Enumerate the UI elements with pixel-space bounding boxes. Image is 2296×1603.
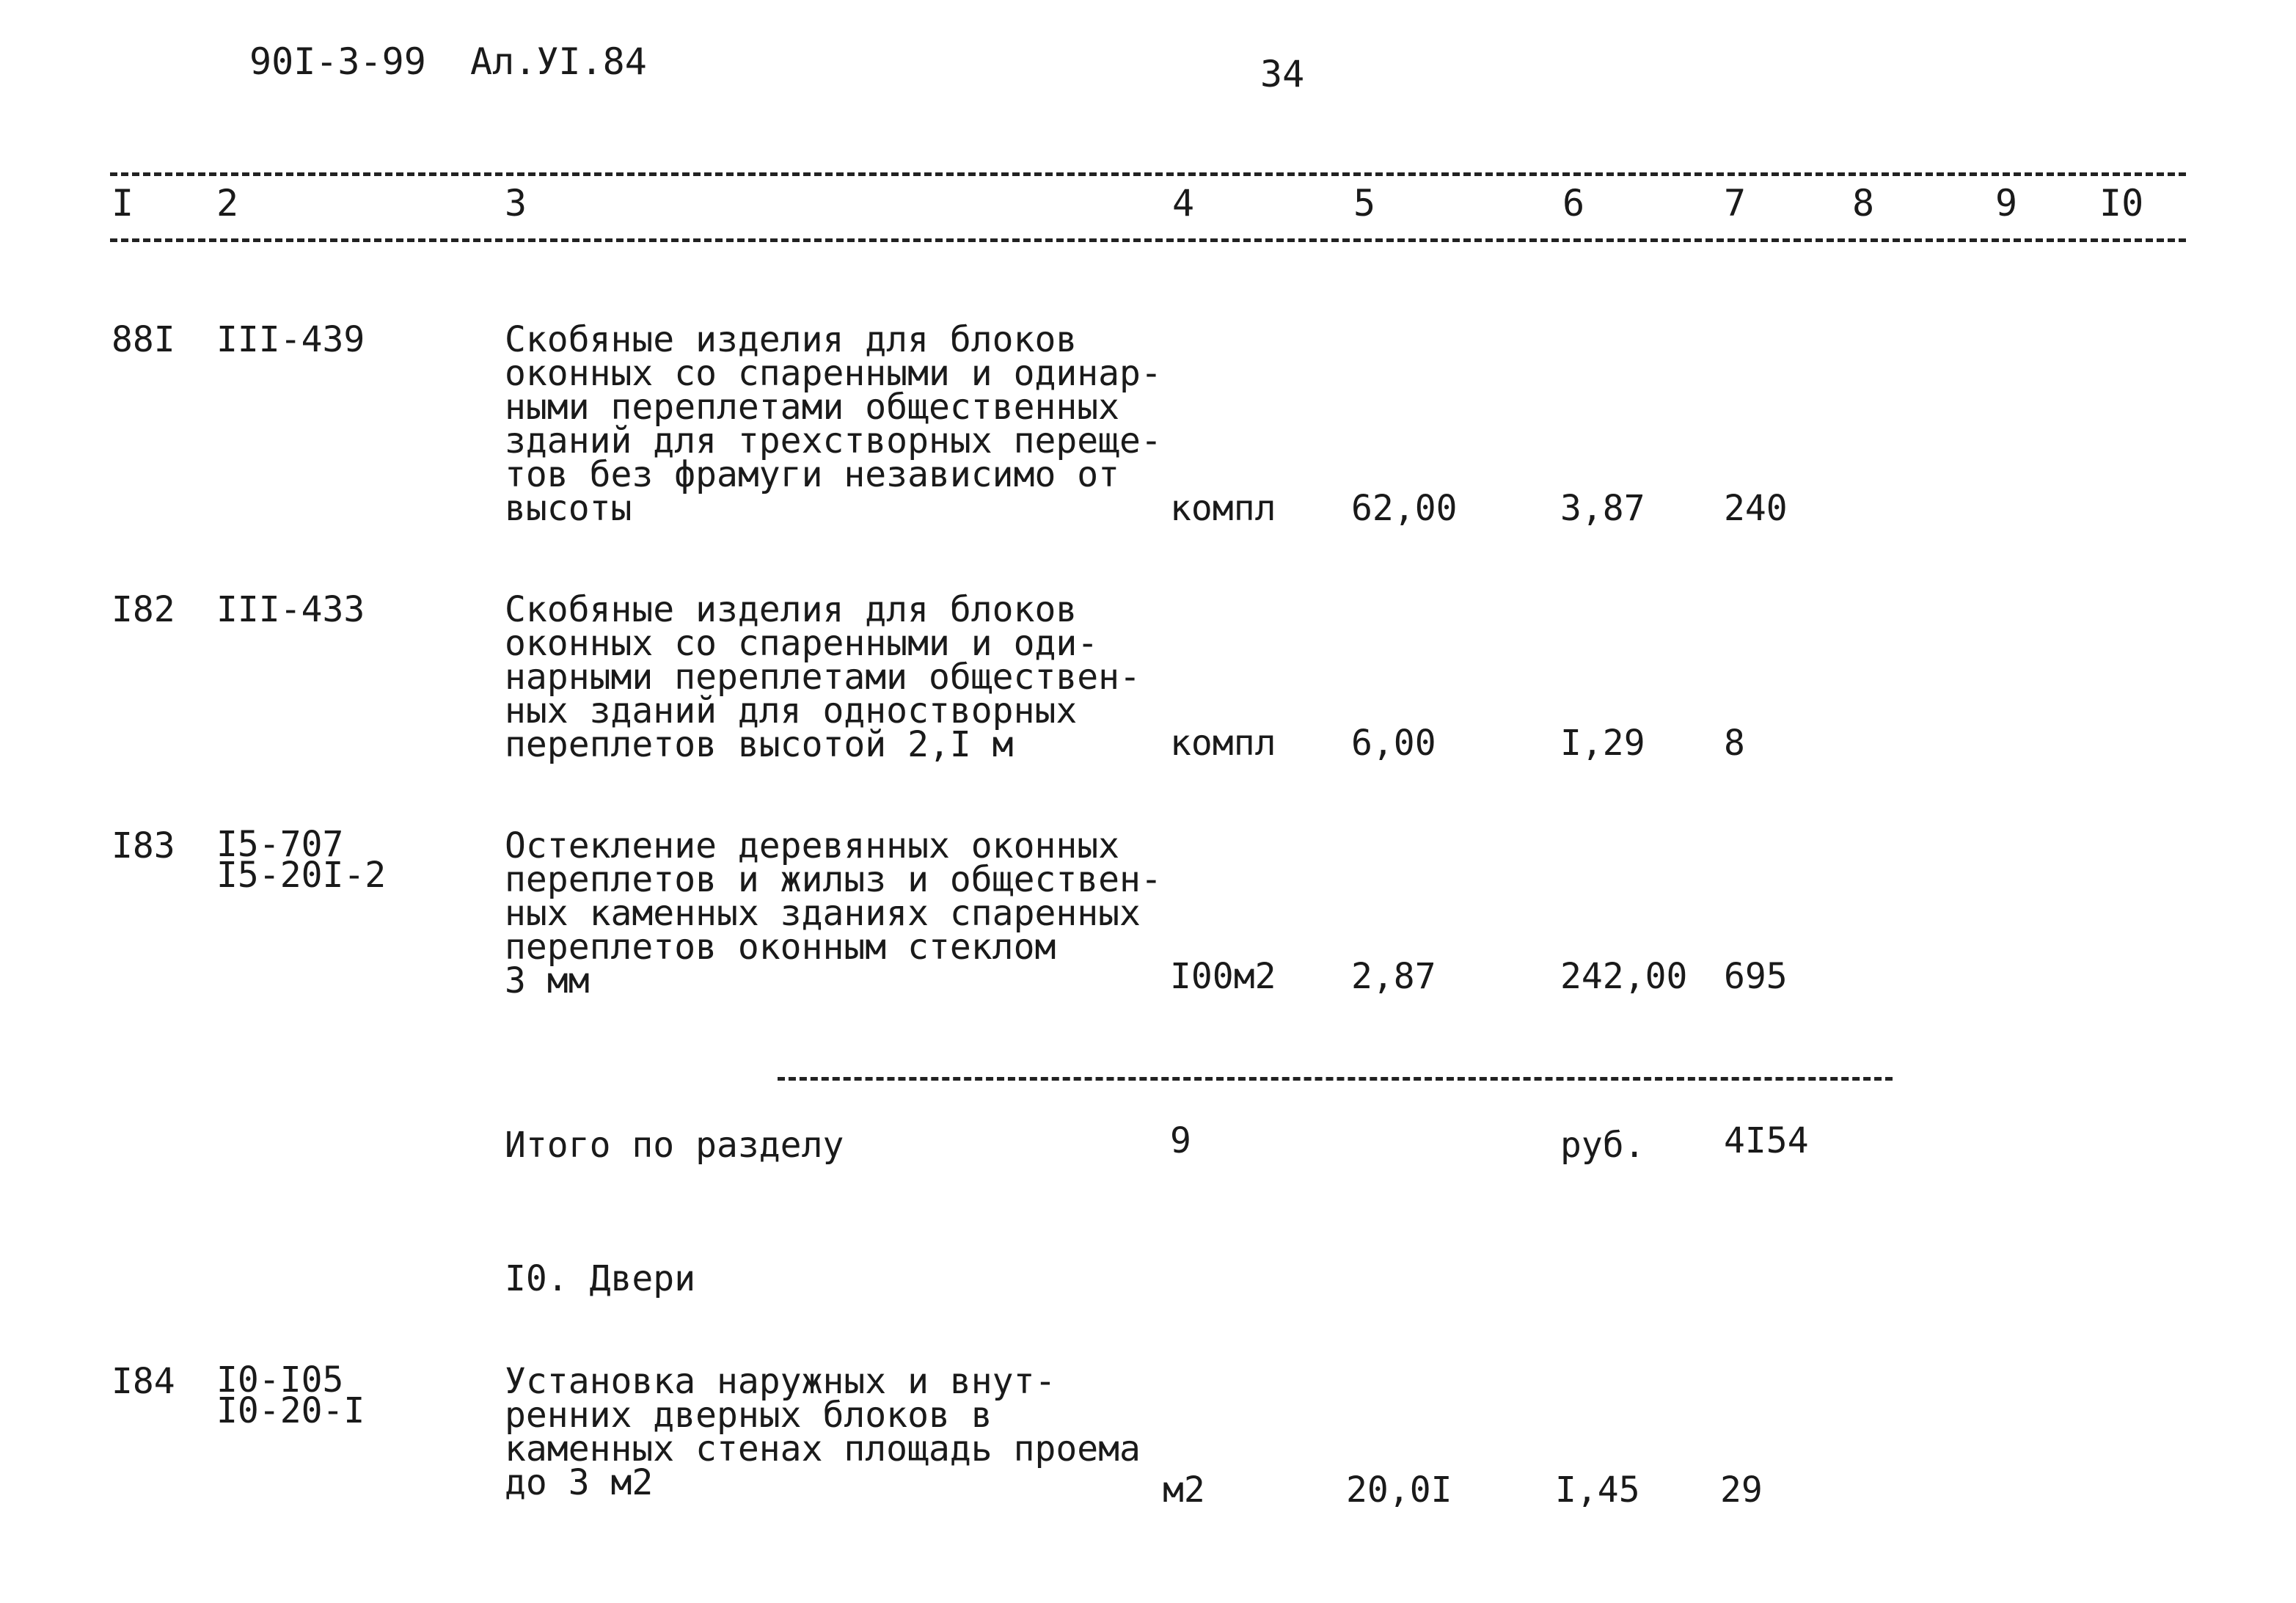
table-row-total: 695 xyxy=(1724,956,1788,997)
subtotal-section-number: 9 xyxy=(1170,1120,1191,1161)
table-row-description: Остекление деревянных оконных переплетов и жилыз и обществен- ных каменных зданиях спаренных переплетов оконным стеклом 3 мм xyxy=(505,825,1162,1001)
subtotal-rule xyxy=(778,1077,1893,1081)
table-row-number: I84 xyxy=(111,1361,175,1402)
column-header-1: I xyxy=(111,182,134,224)
table-row-code: III-439 xyxy=(216,319,365,360)
document-code: 90I-3-99 Ал.УI.84 xyxy=(249,40,647,83)
table-row-unit-price: 242,00 xyxy=(1560,956,1688,997)
column-header-5: 5 xyxy=(1353,182,1376,224)
table-row-total: 29 xyxy=(1720,1469,1763,1511)
table-row-number: I83 xyxy=(111,825,175,866)
subtotal-currency: руб. xyxy=(1560,1125,1645,1166)
column-header-10: I0 xyxy=(2099,182,2144,224)
table-row-quantity: 62,00 xyxy=(1351,488,1458,529)
table-row-unit-price: I,45 xyxy=(1555,1469,1640,1511)
page-number: 34 xyxy=(1260,53,1305,95)
table-row-unit: м2 xyxy=(1163,1469,1205,1511)
table-row-code: III-433 xyxy=(216,589,365,630)
column-header-2: 2 xyxy=(216,182,239,224)
subtotal-label: Итого по разделу xyxy=(505,1125,844,1166)
table-row-code: I0-I05 I0-20-I xyxy=(216,1359,365,1431)
table-row-unit: компл xyxy=(1170,488,1276,529)
table-row-description: Скобяные изделия для блоков оконных со спаренными и одинар- ными переплетами общественных зданий для трехстворных перещe- тов без фрамуги независимо от высоты xyxy=(505,319,1162,529)
section-title: I0. Двери xyxy=(505,1258,696,1299)
column-header-9: 9 xyxy=(1995,182,2018,224)
table-row-quantity: 6,00 xyxy=(1351,723,1436,764)
column-header-4: 4 xyxy=(1172,182,1195,224)
table-row-description: Установка наружных и внут- ренних дверных блоков в каменных стенах площадь проема до 3 м2 xyxy=(505,1361,1141,1503)
header-rule-top xyxy=(110,172,2186,176)
table-row-unit-price: I,29 xyxy=(1560,723,1645,764)
column-header-3: 3 xyxy=(505,182,527,224)
column-header-8: 8 xyxy=(1852,182,1875,224)
table-row-number: 88I xyxy=(111,319,175,360)
table-row-description: Скобяные изделия для блоков оконных со спаренными и оди- нарными переплетами обществен- ных зданий для одностворных переплетов высотой 2,I м xyxy=(505,589,1141,765)
column-header-6: 6 xyxy=(1562,182,1585,224)
table-row-quantity: 20,0I xyxy=(1346,1469,1452,1511)
table-row-code: I5-707 I5-20I-2 xyxy=(216,824,387,896)
table-row-unit: компл xyxy=(1170,723,1276,764)
table-row-unit: I00м2 xyxy=(1170,956,1276,997)
table-row-total: 8 xyxy=(1724,723,1745,764)
table-row-number: I82 xyxy=(111,589,175,630)
column-header-7: 7 xyxy=(1724,182,1747,224)
table-row-quantity: 2,87 xyxy=(1351,956,1436,997)
header-rule-bottom xyxy=(110,238,2186,242)
table-row-unit-price: 3,87 xyxy=(1560,488,1645,529)
subtotal-amount: 4I54 xyxy=(1724,1120,1809,1161)
table-row-total: 240 xyxy=(1724,488,1788,529)
